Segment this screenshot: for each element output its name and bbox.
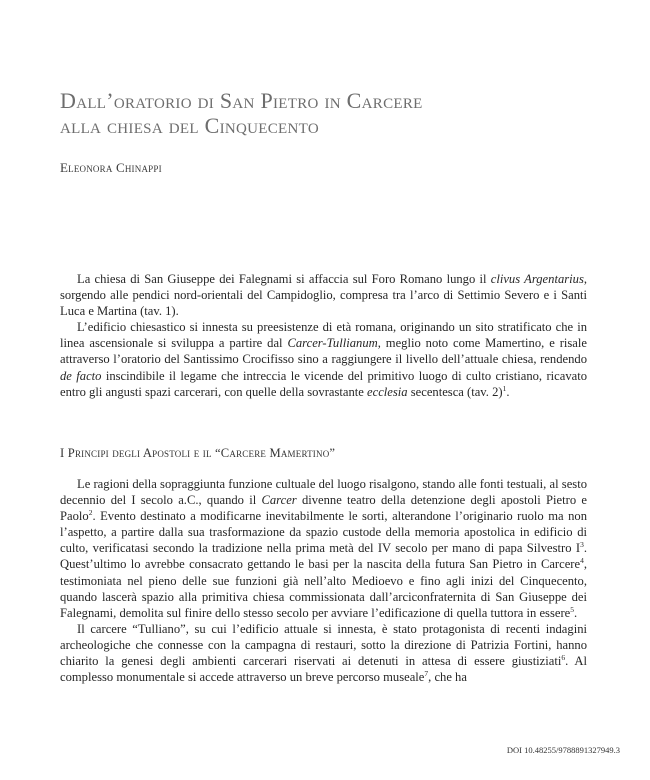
section-text [60,476,587,685]
paragraph [60,476,587,621]
text-run: , testimoniata nel pieno delle sue funzioni già nell’alto Medioevo e fino agli inizi del Cinquecento, quando lascerà spazio alla primitiva chiesa commissionata dall’arciconfraternita di San Giuseppe dei Falegnami, demolita sul finire dello stesso secolo per avviare l’edificazione di quella tuttora in essere [60,557,587,620]
text-run: , che ha [428,670,467,685]
italic-term: ecclesia [367,384,408,399]
footnote-ref: 5 [570,604,574,614]
doi-footer: DOI 10.48255/9788891327949.3 [506,745,620,755]
text-run: . Evento destinato a modificarne inevitabilmente le sorti, alterandone l’originario ruolo ma non l’aspetto, a partire dalla sua trasformazione da spazio custode della memoria apostolica in edificio di culto, verificatasi secondo la tradizione nella prima metà del IV secolo per mano di papa Silvestro I [60,509,587,556]
italic-term: Carcer-Tullianum [287,336,378,351]
text-run: La chiesa di San Giuseppe dei Falegnami si affaccia sul Foro Romano lungo il [77,272,491,286]
text-run: inscindibile il legame che intreccia le vicende del primitivo luogo di culto cristiano, ricavato entro gli angusti spazi carcerari, con quelle della sovrastante [60,368,587,399]
text-run: , sorgendo alle pendici nord-orientali del Campidoglio, compresa tra l’arco di Settimio Severo e i Santi Luca e Martina (tav. 1). [60,272,587,319]
text-run: Le ragioni della sopraggiunta funzione cultuale del luogo risalgono, stando alle fonti testuali, al sesto decennio del I secolo a.C., quando il [60,477,587,508]
article-title [60,88,620,138]
footnote-ref: 2 [88,508,93,517]
footnote-ref: 7 [424,668,429,678]
article-title-line-2: alla chiesa del Cinquecento [60,113,319,138]
text-run: divenne teatro della detenzione degli apostoli Pietro e Paolo [60,493,587,524]
italic-term: clivus Argentarius [490,272,584,286]
text-run: L’edificio chiesastico si innesta su preesistenze di età romana, originando un sito stratificato che in linea ascensionale si sviluppa a partire dal [60,320,587,351]
paragraph [60,621,587,685]
paragraph [60,319,587,399]
footnote-ref: 1 [502,383,507,393]
author-name: Eleonora Chinappi [60,160,162,175]
text-run: . Quest’ultimo lo avrebbe consacrato gettando le basi per la nascita della futura San Pietro in Carcere [60,541,587,572]
italic-term: de facto [60,368,102,383]
text-run: secentesca (tav. 2) [407,384,503,399]
text-run: . Al complesso monumentale si accede attraverso un breve percorso museale [60,654,587,685]
text-run: , meglio noto come Mamertino, e risale attraverso l’oratorio del Santissimo Crocifisso sino a raggiungere il livello dell’attuale chiesa, rendendo [60,336,587,367]
footnote-ref: 6 [561,652,566,662]
italic-term: Carcer [261,493,297,508]
text-run: Il carcere “Tulliano”, su cui l’edificio attuale si innesta, è stato protagonista di recenti indagini archeologiche che connesse con la campagna di restauri, sotto la direzione di Patrizia Fortini, hanno chiarito la genesi degli ambienti carcerari riservati ai detenuti in attesa di essere giustiziati [60,621,587,669]
footnote-ref: 4 [580,556,584,566]
article-title-line-1: Dall’oratorio di San Pietro in Carcere [60,88,423,113]
section-heading: I Principi degli Apostoli e il “Carcere Mamertino” [60,446,336,460]
footnote-ref: 3 [580,540,584,550]
intro-text [60,271,587,400]
paragraph [60,271,587,319]
text-run: . [506,384,510,399]
text-run: . [573,605,578,620]
